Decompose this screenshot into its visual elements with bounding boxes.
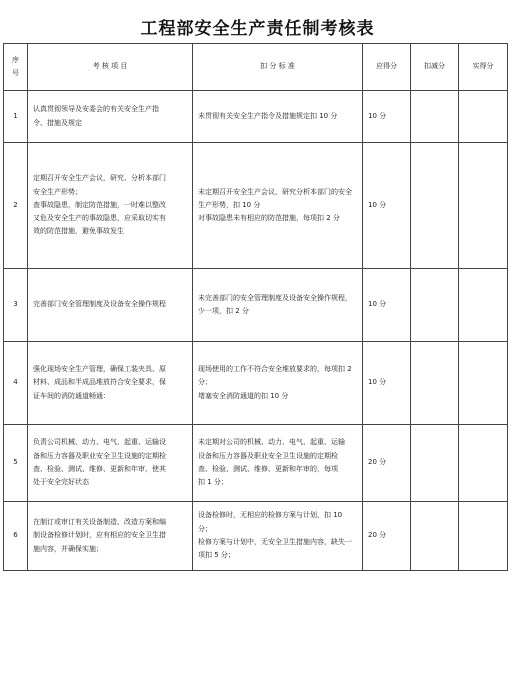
actual-score-cell bbox=[459, 269, 508, 342]
row-number: 6 bbox=[4, 502, 28, 571]
standard-score: 10 分 bbox=[363, 91, 411, 143]
assessment-item-line: 制设备检修计划时，应有相应的安全卫生措 bbox=[33, 531, 166, 540]
assessment-item-line: 查事故隐患，制定防范措施，一时难以整改 bbox=[33, 200, 166, 209]
deducted-score-cell bbox=[411, 91, 459, 143]
deduction-criteria-line: 现场使用的工作不符合安全堆放要求的，每项扣 2 bbox=[198, 365, 352, 374]
deduction-criteria-line: 分； bbox=[198, 378, 212, 387]
assessment-item-line: 强化现场安全生产管理，确保工装夹具、原 bbox=[33, 365, 166, 374]
header-standard-score: 应得分 bbox=[363, 44, 411, 91]
assessment-item-line: 效的防范措施，避免事故发生 bbox=[33, 227, 124, 236]
header-no-char-1: 序 bbox=[12, 55, 19, 64]
assessment-item bbox=[28, 269, 193, 342]
header-deducted-score: 扣减分 bbox=[411, 44, 459, 91]
table-row bbox=[4, 502, 508, 571]
deduction-criteria bbox=[193, 269, 363, 342]
page-title: 工程部安全生产责任制考核表 bbox=[140, 19, 375, 39]
deduction-criteria-line: 未定期对公司的机械、动力、电气、起重、运输 bbox=[198, 438, 345, 447]
header-actual-score: 实得分 bbox=[459, 44, 508, 91]
actual-score-cell bbox=[459, 143, 508, 269]
actual-score-cell bbox=[459, 502, 508, 571]
row-number: 2 bbox=[4, 143, 28, 269]
assessment-item-line: 施内容，并确保实施； bbox=[33, 544, 103, 553]
deduction-criteria-line: 扣 1 分； bbox=[198, 478, 228, 487]
header-criteria: 扣 分 标 准 bbox=[193, 44, 363, 91]
deduction-criteria bbox=[193, 342, 363, 425]
assessment-item-line: 在制订或审订有关设备制造、改造方案和编 bbox=[33, 518, 166, 527]
assessment-item-line: 安全生产形势； bbox=[33, 187, 82, 196]
row-number: 4 bbox=[4, 342, 28, 425]
assessment-item bbox=[28, 342, 193, 425]
standard-score: 20 分 bbox=[363, 425, 411, 502]
deduction-criteria-line: 生产形势，扣 10 分 bbox=[198, 200, 261, 209]
row-number: 5 bbox=[4, 425, 28, 502]
table-row bbox=[4, 342, 508, 425]
deduction-criteria bbox=[193, 143, 363, 269]
assessment-item-line: 又危及安全生产的事故隐患，应采取切实有 bbox=[33, 214, 166, 223]
table-header-row bbox=[4, 44, 508, 91]
deducted-score-cell bbox=[411, 502, 459, 571]
row-number: 1 bbox=[4, 91, 28, 143]
assessment-item-line: 备和压力容器及职业安全卫生设施的定期检 bbox=[33, 451, 166, 460]
deduction-criteria-line: 项扣 5 分； bbox=[198, 551, 235, 560]
deduction-criteria-line: 少一项，扣 2 分 bbox=[198, 307, 249, 315]
actual-score-cell bbox=[459, 342, 508, 425]
header-no bbox=[4, 44, 28, 91]
header-no-char-2: 号 bbox=[12, 69, 19, 77]
deducted-score-cell bbox=[411, 143, 459, 269]
deduction-criteria bbox=[193, 502, 363, 571]
header-item: 考 核 项 目 bbox=[28, 44, 193, 91]
assessment-item bbox=[28, 425, 193, 502]
deducted-score-cell bbox=[411, 342, 459, 425]
deduction-criteria-line: 未贯彻有关安全生产指令及措施规定扣 10 分 bbox=[198, 111, 338, 120]
assessment-table bbox=[3, 43, 508, 571]
assessment-item-line: 负责公司机械、动力、电气、起重、运输设 bbox=[33, 438, 166, 447]
row-number: 3 bbox=[4, 269, 28, 342]
standard-score: 10 分 bbox=[363, 269, 411, 342]
deducted-score-cell bbox=[411, 269, 459, 342]
actual-score-cell bbox=[459, 425, 508, 502]
deduction-criteria-line: 未定期召开安全生产会议，研究分析本部门的安全 bbox=[198, 187, 352, 196]
assessment-item bbox=[28, 502, 193, 571]
actual-score-cell bbox=[459, 91, 508, 143]
deduction-criteria-line: 设备检修时，无相应的检修方案与计划，扣 10 分； bbox=[198, 511, 343, 533]
deduction-criteria bbox=[193, 425, 363, 502]
deduction-criteria bbox=[193, 91, 363, 143]
standard-score: 20 分 bbox=[363, 502, 411, 571]
deduction-criteria-line: 堵塞安全消防通道的扣 10 分 bbox=[198, 391, 289, 400]
assessment-item bbox=[28, 91, 193, 143]
table-row bbox=[4, 91, 508, 143]
assessment-item-line: 定期召开安全生产会议，研究、分析本部门 bbox=[33, 174, 166, 183]
assessment-item bbox=[28, 143, 193, 269]
deduction-criteria-line: 设备和压力容器及职业安全卫生设施的定期检 bbox=[198, 451, 338, 460]
table-row bbox=[4, 269, 508, 342]
assessment-item-line: 查、检验、测试、维修、更新和年审，使其 bbox=[33, 465, 166, 473]
standard-score: 10 分 bbox=[363, 342, 411, 425]
deduction-criteria-line: 对事故隐患未有相应的防范措施，每项扣 2 分 bbox=[198, 214, 340, 223]
deducted-score-cell bbox=[411, 425, 459, 502]
deduction-criteria-line: 未完善部门的安全管理制度及设备安全操作规程， bbox=[198, 293, 352, 302]
deduction-criteria-line: 查、检验、测试、维修、更新和年审的，每项 bbox=[198, 465, 338, 473]
standard-score: 10 分 bbox=[363, 143, 411, 269]
assessment-item-line: 令、措施及规定 bbox=[33, 118, 82, 127]
assessment-item-line: 认真贯彻领导及安委会的有关安全生产指 bbox=[33, 105, 159, 114]
assessment-item-line: 处于安全完好状态 bbox=[33, 478, 89, 487]
assessment-item-line: 材料、成品和半成品堆放符合安全要求，保 bbox=[33, 378, 166, 387]
assessment-item-line: 证车间的消防通道畅通： bbox=[33, 391, 110, 400]
assessment-item-line: 完善部门安全管理制度及设备安全操作规程 bbox=[33, 300, 166, 309]
table-row bbox=[4, 425, 508, 502]
table-row bbox=[4, 143, 508, 269]
deduction-criteria-line: 检修方案与计划中，无安全卫生措施内容，缺失一 bbox=[198, 538, 352, 546]
